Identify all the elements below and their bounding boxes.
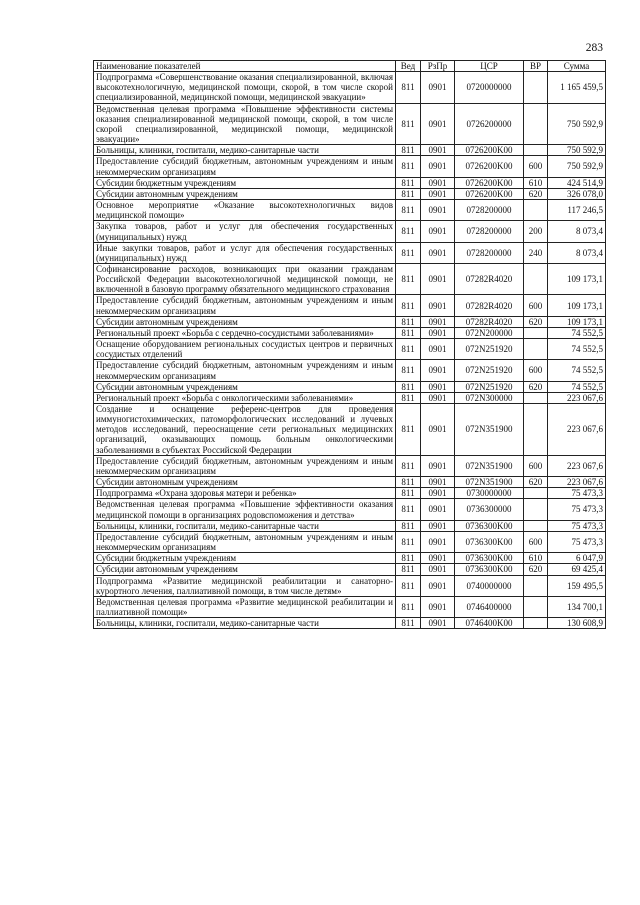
cell-sum: 8 073,4 [548, 221, 606, 242]
cell-sum: 134 700,1 [548, 596, 606, 617]
cell-name: Региональный проект «Борьба с онкологическими заболеваниями» [94, 392, 396, 403]
cell-vr: 620 [524, 381, 548, 392]
cell-ved: 811 [396, 499, 421, 520]
cell-name: Больницы, клиники, госпитали, медико-санитарные части [94, 145, 396, 156]
cell-vr [524, 200, 548, 221]
cell-ved: 811 [396, 618, 421, 629]
cell-csr: 072N251920 [455, 360, 524, 381]
cell-csr: 0730000000 [455, 488, 524, 499]
cell-sum: 74 552,5 [548, 339, 606, 360]
cell-csr: 072N200000 [455, 327, 524, 338]
cell-vr [524, 145, 548, 156]
cell-vr [524, 339, 548, 360]
table-row [94, 520, 606, 531]
cell-ved: 811 [396, 575, 421, 596]
cell-rzpr: 0901 [421, 316, 455, 327]
cell-sum: 75 473,3 [548, 531, 606, 552]
header-rzpr: РзПр [421, 61, 455, 72]
cell-sum: 75 473,3 [548, 520, 606, 531]
cell-sum: 424 514,9 [548, 177, 606, 188]
cell-name: Ведомственная целевая программа «Повышение эффективности системы оказания специализированной медицинской помощи, скорой, в том числе скорой специализированной, медицинской помощи, медицинской эвакуации» [94, 103, 396, 145]
cell-ved: 811 [396, 596, 421, 617]
cell-rzpr: 0901 [421, 263, 455, 294]
page-number: 283 [585, 42, 603, 54]
table-row [94, 103, 606, 145]
cell-vr [524, 618, 548, 629]
cell-vr [524, 488, 548, 499]
table-row [94, 242, 606, 263]
cell-rzpr: 0901 [421, 360, 455, 381]
cell-csr: 0728200000 [455, 200, 524, 221]
cell-ved: 811 [396, 404, 421, 456]
cell-csr: 0736300K00 [455, 553, 524, 564]
cell-csr: 0726200K00 [455, 145, 524, 156]
cell-name: Субсидии автономным учреждениям [94, 316, 396, 327]
cell-ved: 811 [396, 553, 421, 564]
table-row [94, 553, 606, 564]
cell-csr: 0736300K00 [455, 531, 524, 552]
cell-name: Ведомственная целевая программа «Развитие медицинской реабилитации и паллиативной помощи» [94, 596, 396, 617]
cell-rzpr: 0901 [421, 242, 455, 263]
cell-name: Иные закупки товаров, работ и услуг для обеспечения государственных (муниципальных) нужд [94, 242, 396, 263]
cell-vr [524, 520, 548, 531]
cell-name: Закупка товаров, работ и услуг для обеспечения государственных (муниципальных) нужд [94, 221, 396, 242]
cell-csr: 0746400K00 [455, 618, 524, 629]
table-row [94, 339, 606, 360]
table-row [94, 575, 606, 596]
cell-csr: 0746400000 [455, 596, 524, 617]
table-row [94, 72, 606, 103]
cell-csr: 0728200000 [455, 221, 524, 242]
cell-sum: 74 552,5 [548, 360, 606, 381]
cell-rzpr: 0901 [421, 200, 455, 221]
cell-vr [524, 404, 548, 456]
table-row [94, 381, 606, 392]
cell-ved: 811 [396, 360, 421, 381]
cell-name: Субсидии бюджетным учреждениям [94, 177, 396, 188]
cell-sum: 223 067,6 [548, 392, 606, 403]
table-row [94, 200, 606, 221]
cell-ved: 811 [396, 156, 421, 177]
table-row [94, 531, 606, 552]
cell-rzpr: 0901 [421, 618, 455, 629]
header-sum: Сумма [548, 61, 606, 72]
table-row [94, 564, 606, 575]
cell-rzpr: 0901 [421, 575, 455, 596]
cell-vr [524, 263, 548, 294]
cell-name: Предоставление субсидий бюджетным, автономным учреждениям и иным некоммерческим организациям [94, 455, 396, 476]
table-row [94, 499, 606, 520]
cell-name: Субсидии автономным учреждениям [94, 477, 396, 488]
table-row [94, 145, 606, 156]
cell-ved: 811 [396, 455, 421, 476]
cell-csr: 072N351900 [455, 404, 524, 456]
cell-csr: 07282R4020 [455, 295, 524, 316]
cell-csr: 072N251920 [455, 339, 524, 360]
cell-rzpr: 0901 [421, 221, 455, 242]
cell-sum: 223 067,6 [548, 477, 606, 488]
cell-name: Субсидии автономным учреждениям [94, 381, 396, 392]
cell-sum: 750 592,9 [548, 103, 606, 145]
cell-rzpr: 0901 [421, 392, 455, 403]
cell-ved: 811 [396, 488, 421, 499]
table-row [94, 392, 606, 403]
table-row [94, 596, 606, 617]
cell-rzpr: 0901 [421, 381, 455, 392]
cell-ved: 811 [396, 564, 421, 575]
cell-vr: 240 [524, 242, 548, 263]
cell-name: Подпрограмма «Развитие медицинской реабилитации и санаторно-курортного лечения, паллиативной помощи, в том числе детям» [94, 575, 396, 596]
cell-name: Основное мероприятие «Оказание высокотехнологичных видов медицинской помощи» [94, 200, 396, 221]
table-row [94, 404, 606, 456]
table-row [94, 488, 606, 499]
cell-sum: 223 067,6 [548, 404, 606, 456]
cell-rzpr: 0901 [421, 499, 455, 520]
cell-rzpr: 0901 [421, 488, 455, 499]
cell-vr: 600 [524, 360, 548, 381]
cell-csr: 072N351900 [455, 455, 524, 476]
table-row [94, 327, 606, 338]
cell-csr: 0736300K00 [455, 564, 524, 575]
header-vr: ВР [524, 61, 548, 72]
cell-name: Субсидии автономным учреждениям [94, 188, 396, 199]
cell-name: Подпрограмма «Совершенствование оказания специализированной, включая высокотехнологичную, медицинской помощи, скорой, в том числе скорой специализированной, медицинской помощи, медицинской эвакуации» [94, 72, 396, 103]
cell-ved: 811 [396, 381, 421, 392]
cell-csr: 0726200000 [455, 103, 524, 145]
cell-csr: 0726200K00 [455, 188, 524, 199]
table-body [94, 72, 606, 629]
cell-sum: 74 552,5 [548, 381, 606, 392]
cell-rzpr: 0901 [421, 145, 455, 156]
table-row [94, 188, 606, 199]
cell-name: Предоставление субсидий бюджетным, автономным учреждениям и иным некоммерческим организациям [94, 156, 396, 177]
cell-ved: 811 [396, 221, 421, 242]
cell-sum: 130 608,9 [548, 618, 606, 629]
cell-name: Больницы, клиники, госпитали, медико-санитарные части [94, 618, 396, 629]
cell-ved: 811 [396, 72, 421, 103]
cell-name: Софинансирование расходов, возникающих при оказании гражданам Российской Федерации высокотехнологичной медицинской помощи, не включенной в базовую программу обязательного медицинского страхования [94, 263, 396, 294]
cell-name: Региональный проект «Борьба с сердечно-сосудистыми заболеваниями» [94, 327, 396, 338]
cell-name: Создание и оснащение референс-центров для проведения иммуногистохимических, патоморфологических исследований и лучевых методов исследований, переоснащение сети региональных медицинских организаций, оказывающих помощь больным онкологическими заболеваниями в субъектах Российской Федерации [94, 404, 396, 456]
table-row [94, 477, 606, 488]
cell-sum: 74 552,5 [548, 327, 606, 338]
cell-sum: 75 473,3 [548, 488, 606, 499]
cell-vr: 620 [524, 188, 548, 199]
cell-rzpr: 0901 [421, 564, 455, 575]
header-name: Наименование показателей [94, 61, 396, 72]
table-row [94, 360, 606, 381]
cell-ved: 811 [396, 477, 421, 488]
cell-csr: 0728200000 [455, 242, 524, 263]
cell-rzpr: 0901 [421, 327, 455, 338]
cell-rzpr: 0901 [421, 295, 455, 316]
cell-ved: 811 [396, 242, 421, 263]
cell-rzpr: 0901 [421, 103, 455, 145]
cell-sum: 8 073,4 [548, 242, 606, 263]
cell-csr: 0726200K00 [455, 156, 524, 177]
cell-sum: 109 173,1 [548, 263, 606, 294]
table-row [94, 316, 606, 327]
cell-csr: 0726200K00 [455, 177, 524, 188]
cell-rzpr: 0901 [421, 404, 455, 456]
cell-rzpr: 0901 [421, 72, 455, 103]
cell-sum: 117 246,5 [548, 200, 606, 221]
cell-sum: 223 067,6 [548, 455, 606, 476]
cell-vr: 600 [524, 295, 548, 316]
cell-rzpr: 0901 [421, 156, 455, 177]
cell-ved: 811 [396, 103, 421, 145]
cell-ved: 811 [396, 295, 421, 316]
cell-ved: 811 [396, 263, 421, 294]
cell-vr: 600 [524, 531, 548, 552]
header-csr: ЦСР [455, 61, 524, 72]
cell-name: Предоставление субсидий бюджетным, автономным учреждениям и иным некоммерческим организациям [94, 295, 396, 316]
cell-rzpr: 0901 [421, 188, 455, 199]
cell-ved: 811 [396, 339, 421, 360]
cell-csr: 07282R4020 [455, 316, 524, 327]
cell-vr [524, 103, 548, 145]
cell-sum: 69 425,4 [548, 564, 606, 575]
cell-sum: 109 173,1 [548, 316, 606, 327]
cell-rzpr: 0901 [421, 177, 455, 188]
cell-rzpr: 0901 [421, 531, 455, 552]
cell-vr: 620 [524, 316, 548, 327]
cell-vr: 600 [524, 156, 548, 177]
cell-csr: 0736300000 [455, 499, 524, 520]
cell-sum: 109 173,1 [548, 295, 606, 316]
table-row [94, 455, 606, 476]
cell-ved: 811 [396, 188, 421, 199]
cell-sum: 326 078,0 [548, 188, 606, 199]
cell-rzpr: 0901 [421, 596, 455, 617]
cell-name: Оснащение оборудованием региональных сосудистых центров и первичных сосудистых отделений [94, 339, 396, 360]
cell-vr [524, 392, 548, 403]
cell-vr [524, 72, 548, 103]
cell-sum: 750 592,9 [548, 145, 606, 156]
cell-sum: 6 047,9 [548, 553, 606, 564]
cell-ved: 811 [396, 316, 421, 327]
cell-sum: 750 592,9 [548, 156, 606, 177]
cell-name: Предоставление субсидий бюджетным, автономным учреждениям и иным некоммерческим организациям [94, 531, 396, 552]
cell-sum: 1 165 459,5 [548, 72, 606, 103]
cell-ved: 811 [396, 145, 421, 156]
cell-csr: 072N300000 [455, 392, 524, 403]
cell-vr: 610 [524, 553, 548, 564]
cell-name: Подпрограмма «Охрана здоровья матери и ребенка» [94, 488, 396, 499]
cell-rzpr: 0901 [421, 553, 455, 564]
cell-sum: 159 495,5 [548, 575, 606, 596]
table-row [94, 263, 606, 294]
table-row [94, 295, 606, 316]
cell-csr: 072N351900 [455, 477, 524, 488]
cell-ved: 811 [396, 520, 421, 531]
cell-vr [524, 575, 548, 596]
cell-ved: 811 [396, 531, 421, 552]
cell-csr: 0720000000 [455, 72, 524, 103]
cell-csr: 07282R4020 [455, 263, 524, 294]
cell-vr: 610 [524, 177, 548, 188]
cell-vr [524, 596, 548, 617]
table-row [94, 156, 606, 177]
table-row [94, 177, 606, 188]
cell-vr: 620 [524, 477, 548, 488]
cell-name: Предоставление субсидий бюджетным, автономным учреждениям и иным некоммерческим организациям [94, 360, 396, 381]
cell-vr [524, 499, 548, 520]
cell-ved: 811 [396, 392, 421, 403]
cell-rzpr: 0901 [421, 339, 455, 360]
cell-vr: 200 [524, 221, 548, 242]
table-header-row [94, 61, 606, 72]
header-ved: Вед [396, 61, 421, 72]
cell-ved: 811 [396, 327, 421, 338]
cell-ved: 811 [396, 177, 421, 188]
cell-vr: 600 [524, 455, 548, 476]
cell-csr: 0736300K00 [455, 520, 524, 531]
cell-name: Больницы, клиники, госпитали, медико-санитарные части [94, 520, 396, 531]
cell-name: Ведомственная целевая программа «Повышение эффективности оказания медицинской помощи в организациях родовспоможения и детства» [94, 499, 396, 520]
cell-rzpr: 0901 [421, 520, 455, 531]
cell-ved: 811 [396, 200, 421, 221]
cell-rzpr: 0901 [421, 477, 455, 488]
cell-vr [524, 327, 548, 338]
cell-name: Субсидии автономным учреждениям [94, 564, 396, 575]
cell-sum: 75 473,3 [548, 499, 606, 520]
cell-csr: 0740000000 [455, 575, 524, 596]
table-row [94, 221, 606, 242]
cell-vr: 620 [524, 564, 548, 575]
cell-name: Субсидии бюджетным учреждениям [94, 553, 396, 564]
table-row [94, 618, 606, 629]
budget-table [93, 60, 606, 629]
cell-csr: 072N251920 [455, 381, 524, 392]
cell-rzpr: 0901 [421, 455, 455, 476]
